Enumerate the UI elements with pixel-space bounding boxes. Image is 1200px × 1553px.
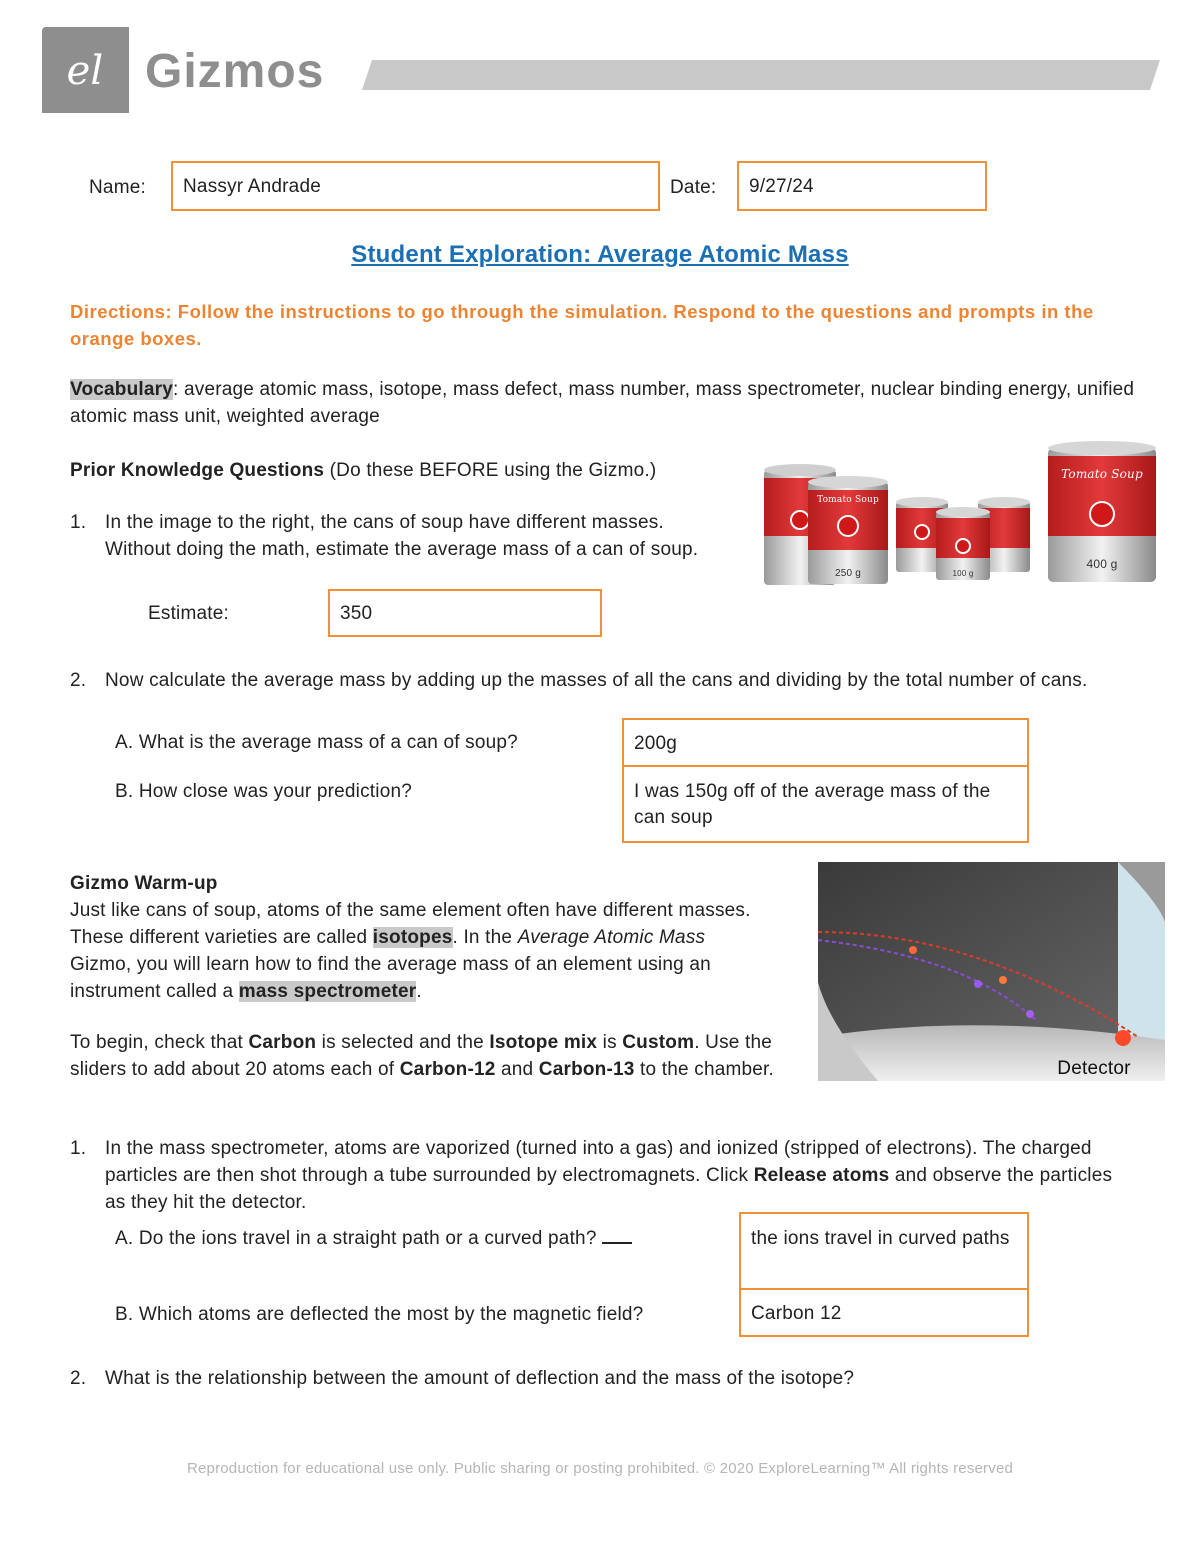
warmup-q1-a: In the mass spectrometer, atoms are vaporized (turned into a gas) and ionized (stripped of electrons). The charged particles are then shot through a tube surrounded by electromagnets. Click (105, 1138, 1092, 1186)
prior-heading: Prior Knowledge Questions (70, 460, 325, 481)
can-400g (1048, 441, 1156, 582)
name-field[interactable]: Nassyr Andrade (171, 161, 660, 211)
ion-particle (1026, 1010, 1034, 1018)
vocab-list: : average atomic mass, isotope, mass defect, mass number, mass spectrometer, nuclear binding energy, unified atomic mass unit, weighted average (70, 379, 1135, 427)
warmup-paragraph-1 (70, 897, 760, 1005)
prior-knowledge-heading (70, 457, 656, 484)
warmup-q1b-text: B. Which atoms are deflected the most by the magnetic field? (115, 1304, 644, 1325)
directions: Directions: Follow the instructions to go through the simulation. Respond to the questions and prompts in the orange boxes. (70, 301, 1094, 349)
warmup-q1a-text (115, 1227, 632, 1251)
ion-particle (909, 946, 917, 954)
warmup-q1-text (105, 1135, 1135, 1216)
can-250g (808, 476, 888, 584)
warmup-p1-a: Just like cans of soup, atoms of the same element often have different masses. These different varieties are called (70, 900, 751, 948)
vocabulary (70, 376, 1140, 430)
can-label-250g: 250 g (834, 568, 862, 579)
warmup-q1a-question: A. Do the ions travel in a straight path or a curved path? (115, 1228, 597, 1249)
warmup-q2-number: 2. (70, 1368, 87, 1389)
warmup-p2-c: is (597, 1032, 623, 1053)
brand-name: Gizmos (145, 45, 325, 98)
warmup-p2-f: to the chamber. (634, 1059, 774, 1080)
date-field[interactable]: 9/27/24 (737, 161, 987, 211)
warmup-heading: Gizmo Warm-up (70, 873, 218, 894)
estimate-label: Estimate: (148, 603, 229, 624)
can-label-tomato-soup: Tomato Soup (817, 495, 879, 505)
gizmos-logo-icon (42, 27, 129, 113)
can-100g-front (936, 507, 990, 580)
prior-q1-number: 1. (70, 512, 87, 533)
name-label: Name: (89, 177, 146, 198)
warmup-q1-b: and observe the particles as they hit the detector. (105, 1165, 1113, 1213)
warmup-p2-a: To begin, check that (70, 1032, 249, 1053)
term-isotopes: isotopes (372, 927, 453, 948)
prior-q2b-answer[interactable]: I was 150g off of the average mass of the can soup (622, 765, 1029, 843)
term-carbon-13: Carbon-13 (538, 1059, 635, 1080)
prior-q1-text: In the image to the right, the cans of soup have different masses. Without doing the math, estimate the average mass of a can of soup. (105, 512, 699, 560)
gizmo-name: Average Atomic Mass (517, 927, 706, 948)
term-mass-spectrometer: mass spectrometer (238, 981, 417, 1002)
warmup-q1b-answer[interactable]: Carbon 12 (739, 1288, 1029, 1337)
ion-particle (999, 976, 1007, 984)
page-title: Student Exploration: Average Atomic Mass (351, 241, 849, 268)
can-label-400g: 400 g (1086, 557, 1118, 571)
warmup-p2-e: and (495, 1059, 539, 1080)
date-label: Date: (670, 177, 717, 198)
logo-mark: el (66, 48, 104, 94)
prior-q2-number: 2. (70, 670, 87, 691)
prior-q2-text: Now calculate the average mass by adding up the masses of all the cans and dividing by the total number of cans. (105, 670, 1088, 691)
warmup-p2-b: is selected and the (316, 1032, 490, 1053)
prior-q2a-text: A. What is the average mass of a can of soup? (115, 732, 518, 753)
warmup-p1-c: Gizmo, you will learn how to find the average mass of an element using an instrument called a (70, 954, 711, 1002)
warmup-p2-d: . Use the sliders to add about 20 atoms each of (70, 1032, 773, 1080)
answer-blank (602, 1228, 632, 1244)
term-carbon: Carbon (248, 1032, 317, 1053)
ion-particle (974, 980, 982, 988)
vocab-label: Vocabulary (70, 379, 174, 400)
release-atoms-label: Release atoms (753, 1165, 890, 1186)
prior-q2b-text: B. How close was your prediction? (115, 781, 413, 802)
prior-heading-note: (Do these BEFORE using the Gizmo.) (324, 460, 657, 481)
warmup-p1-d: . (416, 981, 422, 1002)
term-isotope-mix: Isotope mix (489, 1032, 598, 1053)
soup-cans-image (760, 440, 1160, 590)
ion-hit (1115, 1030, 1131, 1046)
footer-copyright: Reproduction for educational use only. Public sharing or posting prohibited. © 2020 ExploreLearning™ All rights reserved (186, 1460, 1014, 1477)
warmup-q1-number: 1. (70, 1138, 87, 1159)
warmup-q1a-answer[interactable]: the ions travel in curved paths (739, 1212, 1029, 1290)
warmup-p1-b: . In the (452, 927, 518, 948)
term-custom: Custom (622, 1032, 695, 1053)
warmup-q2-text: What is the relationship between the amount of deflection and the mass of the isotope? (105, 1368, 855, 1389)
prior-q2a-answer[interactable]: 200g (622, 718, 1029, 767)
term-carbon-12: Carbon-12 (399, 1059, 496, 1080)
detector-label: Detector (1057, 1058, 1131, 1079)
can-label-tomato-soup-large: Tomato Soup (1061, 467, 1143, 481)
mass-spectrometer-image (818, 862, 1165, 1081)
warmup-paragraph-2 (70, 1029, 790, 1083)
can-label-100g: 100 g (952, 569, 974, 578)
header-bar (362, 60, 1160, 90)
estimate-field[interactable]: 350 (328, 589, 602, 637)
